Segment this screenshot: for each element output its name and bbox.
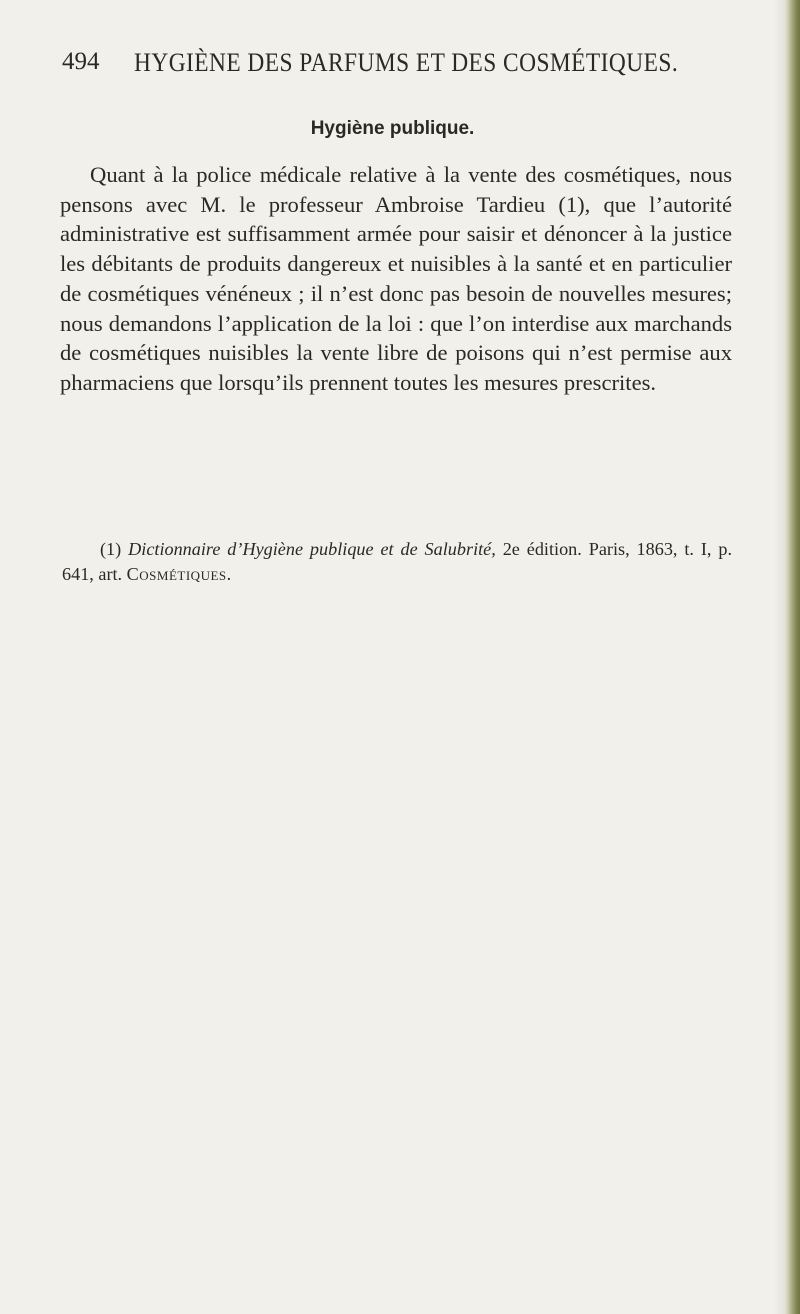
section-title: Hygiène publique. [310, 118, 475, 139]
page-header [62, 48, 722, 88]
footnote-place-date: Paris, 1863, t. I, p. 641, art. [62, 539, 733, 584]
body-paragraph: Quant à la police médicale relative à la vente des cosmétiques, nous pensons avec M. le professeur Ambroise Tardieu (1), que l’autorité administrative est suffisamment armée pour saisir et dénoncer à la justice les débitants de produits dangereux et nuisibles à la santé et en particulier de cosmétiques vénéneux ; il n’est donc pas besoin de nouvelles mesures; nous demandons l’application de la loi : que l’on interdise aux marchands de cosmétiques nuisibles la vente libre de poisons qui n’est permise aux pharmaciens que lorsqu’ils prennent toutes les mesures prescrites. [60, 162, 732, 395]
page-edge [784, 0, 800, 1314]
page-number: 494 [62, 48, 100, 75]
running-head: HYGIÈNE DES PARFUMS ET DES COSMÉTIQUES. [134, 48, 679, 77]
footnote [62, 537, 732, 587]
footnote-title: Dictionnaire d’Hygiène publique et de Salubrité, [128, 539, 496, 559]
footnote-article: Cosmétiques. [126, 564, 232, 584]
footnote-marker: (1) [100, 539, 122, 559]
footnote-edition: 2e édition. [502, 539, 582, 559]
page-gutter-shadow [774, 0, 784, 1314]
